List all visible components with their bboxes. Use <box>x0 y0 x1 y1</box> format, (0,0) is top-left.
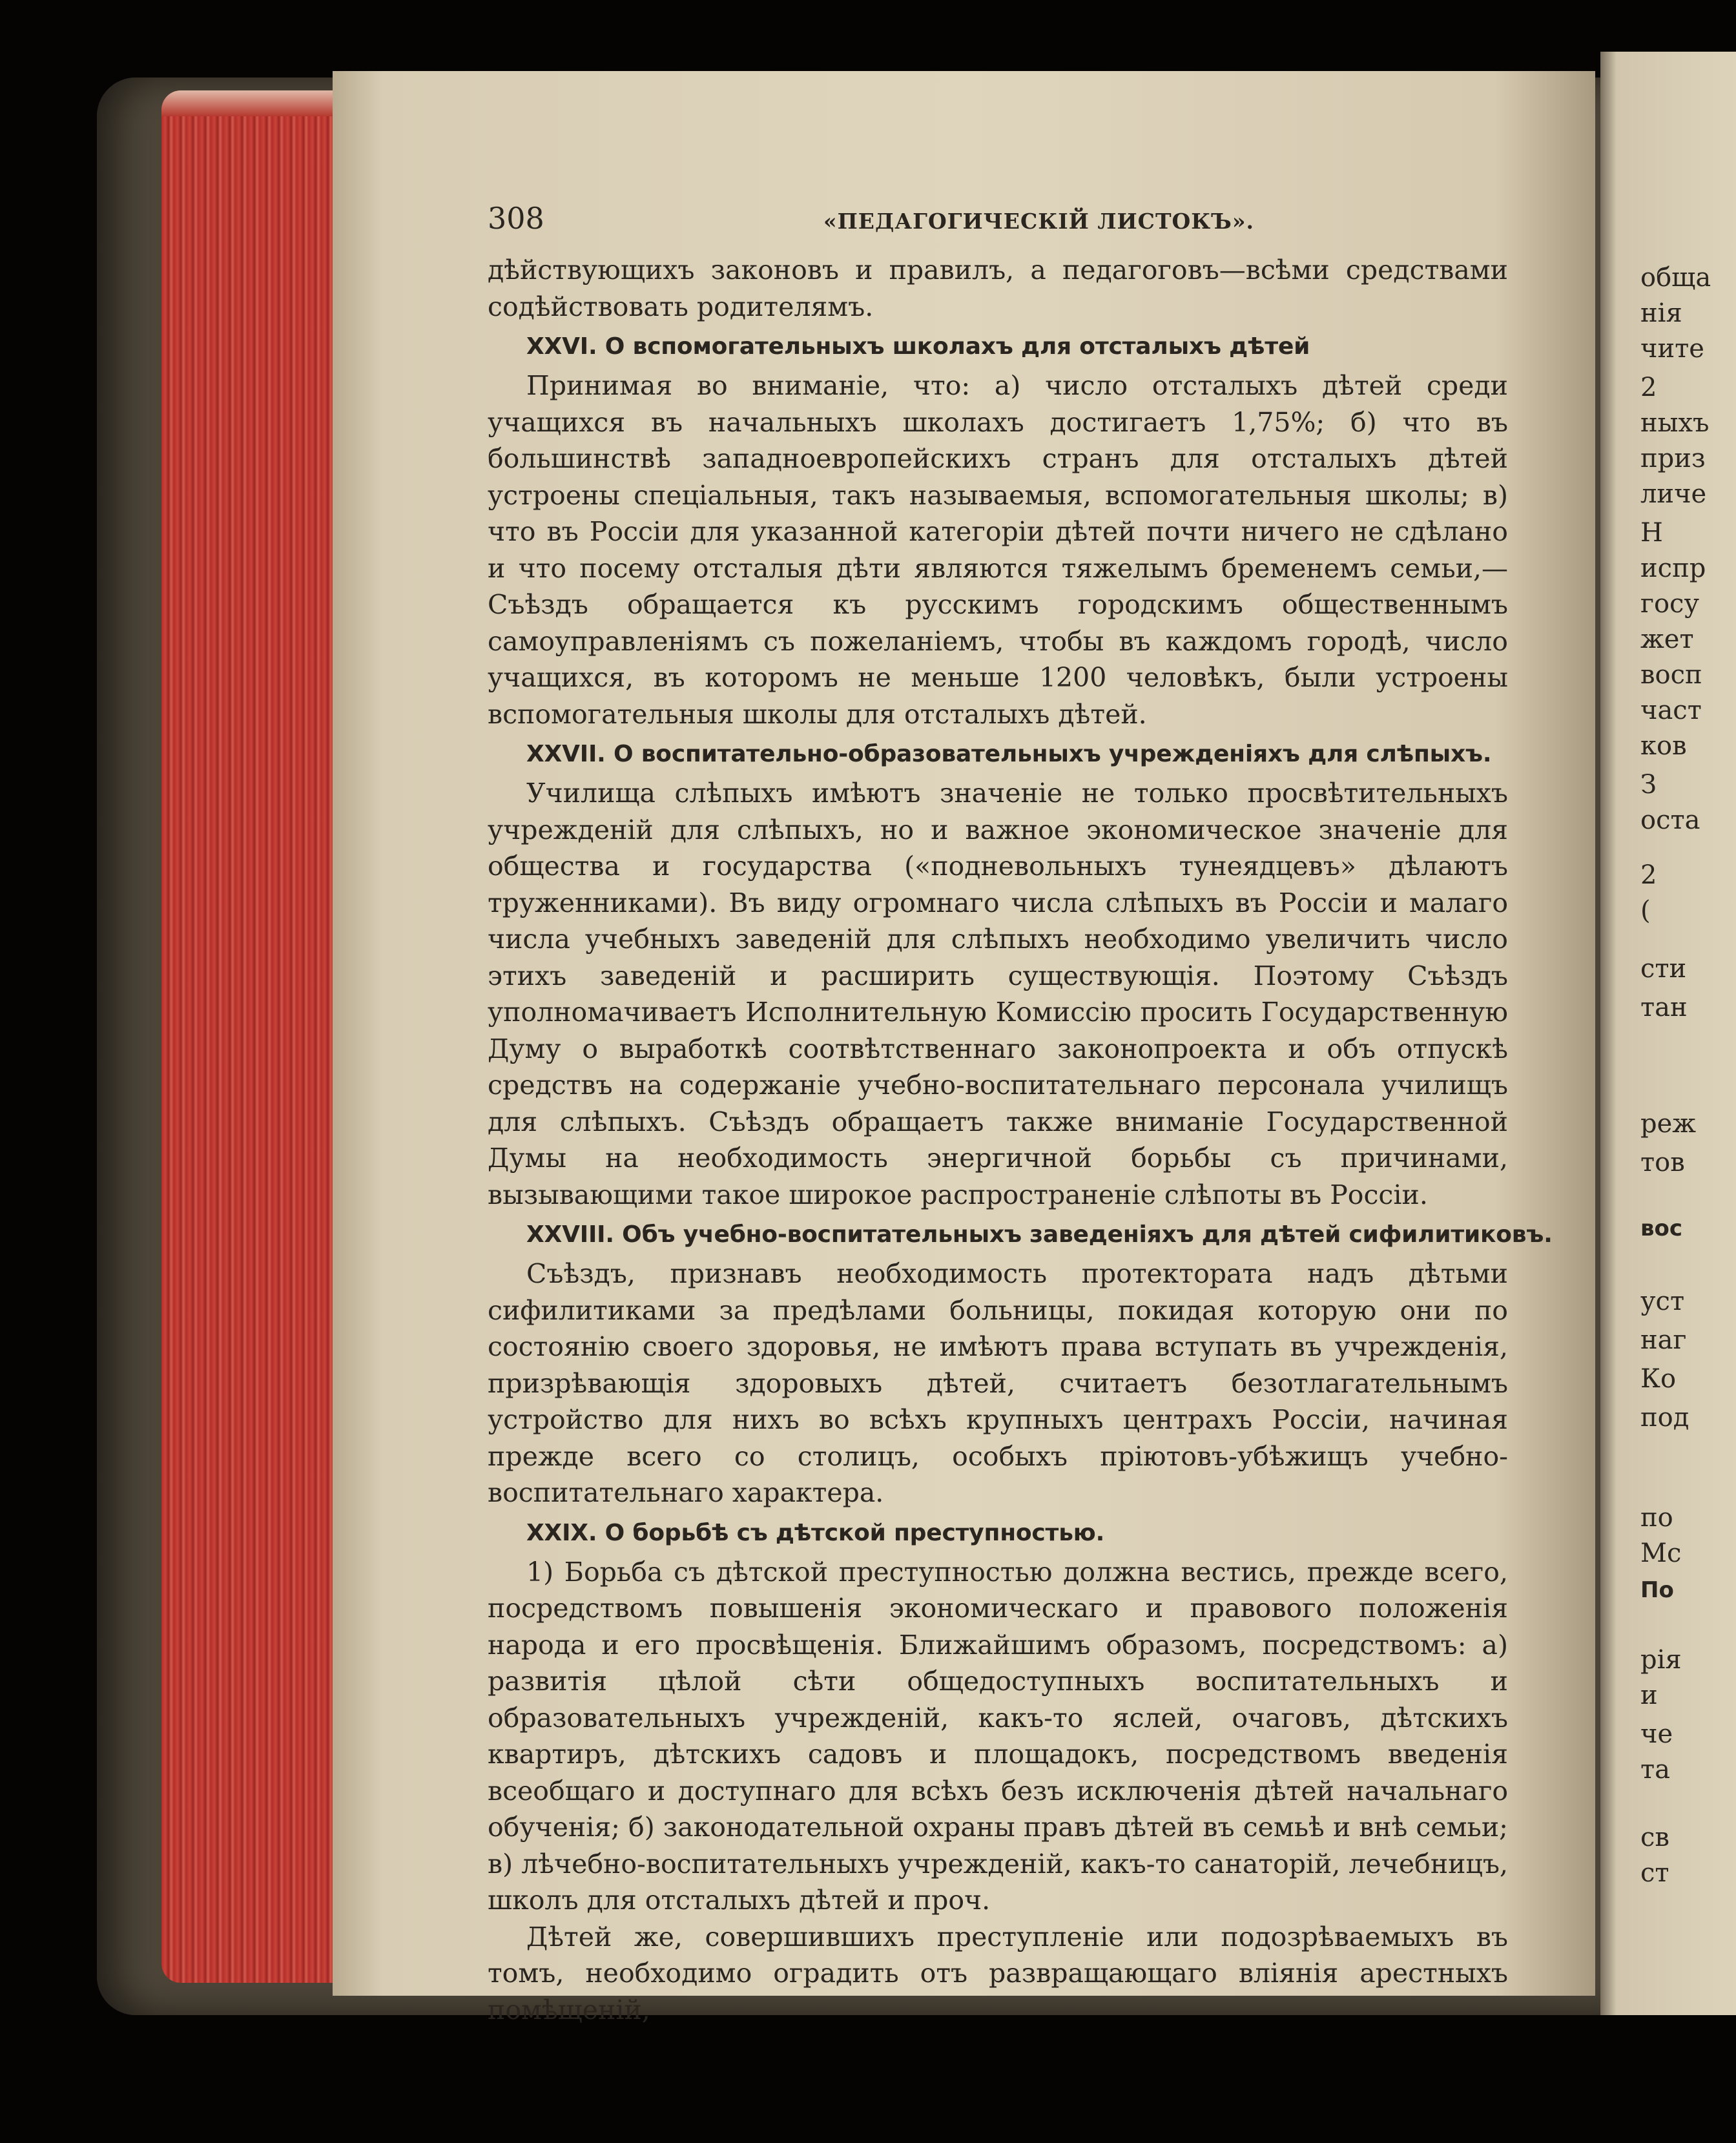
page-edges <box>161 90 342 1983</box>
next-page-line: З <box>1640 770 1657 800</box>
next-page-line: 2 <box>1640 860 1657 890</box>
section-heading: XXVII. О воспитательно-образовательныхъ учрежденіяхъ для слѣпыхъ. <box>526 741 1492 767</box>
next-page-line: чите <box>1640 334 1704 364</box>
next-page-line: тов <box>1640 1148 1685 1177</box>
next-page-line: по <box>1640 1503 1673 1533</box>
right-page-fragment <box>1600 52 1736 2015</box>
next-page-line: нія <box>1640 298 1682 328</box>
next-page-line: ст <box>1640 1858 1669 1888</box>
next-page-line: госу <box>1640 589 1699 619</box>
next-page-line: ныхъ <box>1640 408 1710 438</box>
page-text <box>488 194 1553 2028</box>
section-heading: XXIX. О борьбѣ съ дѣтской преступностью. <box>526 1519 1105 1546</box>
section-paragraph: Съѣздъ, признавъ необходимость протектората надъ дѣтьми сифилитиками за предѣлами больницы, покидая которую они по состоянію своего здоровья, не имѣютъ права вступать въ учрежденія, призрѣвающія здоровыхъ дѣтей, считаетъ безотлагательнымъ устройство для нихъ во всѣхъ крупныхъ центрахъ Россіи, начиная прежде всего со столицъ, особыхъ пріютовъ-убѣжищъ учебно-воспитательнаго характера. <box>488 1258 1508 1508</box>
section-heading: XXVIII. Объ учебно-воспитательныхъ заведеніяхъ для дѣтей сифилитиковъ. <box>526 1221 1553 1248</box>
next-page-line: восп <box>1640 660 1702 690</box>
next-page-line: и <box>1640 1681 1658 1710</box>
next-page-line: под <box>1640 1403 1690 1433</box>
opening-paragraph: дѣйствующихъ законовъ и правилъ, а педагоговъ—всѣми средствами содѣйствовать родителямъ. <box>488 254 1508 322</box>
section-paragraph: 1) Борьба съ дѣтской преступностью должна вестись, прежде всего, посредствомъ повышенія экономическаго и правового положенія народа и его просвѣщенія. Ближайшимъ образомъ, посредствомъ: а) развитія цѣлой сѣти общедоступныхъ воспитательныхъ и образовательныхъ учрежденій, какъ-то яслей, очаговъ, дѣтскихъ квартиръ, дѣтскихъ садовъ и площадокъ, посредствомъ введенія всеобщаго и доступнаго для всѣхъ безъ исключенія дѣтей начальнаго обученія; б) законодательной охраны правъ дѣтей въ семьѣ и внѣ семьи; в) лѣчебно-воспитательныхъ учрежденій, какъ-то санаторій, лечебницъ, школъ для отсталыхъ дѣтей и проч. <box>488 1556 1508 1916</box>
next-page-line: сти <box>1640 954 1687 984</box>
next-page-line: че <box>1640 1719 1673 1749</box>
next-page-line: уст <box>1640 1287 1685 1316</box>
next-page-line: част <box>1640 696 1702 725</box>
next-page-line: личе <box>1640 479 1707 509</box>
section-heading: XXVI. О вспомогательныхъ школахъ для отсталыхъ дѣтей <box>526 333 1310 360</box>
next-page-line: ( <box>1640 896 1651 926</box>
page-header <box>488 200 1508 252</box>
page-number: 308 <box>488 201 544 236</box>
next-page-line: жет <box>1640 625 1694 654</box>
next-page-line: тан <box>1640 993 1688 1022</box>
next-page-line: вос <box>1640 1216 1683 1241</box>
next-page-line: 2 <box>1640 373 1657 402</box>
next-page-line: приз <box>1640 444 1706 473</box>
next-page-line: та <box>1640 1755 1670 1785</box>
next-page-line: испр <box>1640 554 1706 583</box>
next-page-line: Мс <box>1640 1538 1682 1568</box>
next-page-line: ков <box>1640 731 1687 761</box>
next-page-line: реж <box>1640 1109 1697 1139</box>
section-paragraph: Принимая во вниманіе, что: а) число отсталыхъ дѣтей среди учащихся въ начальныхъ школахъ достигаетъ 1,75%; б) что въ большинствѣ западноевропейскихъ странъ для отсталыхъ дѣтей устроены спеціальныя, такъ называемыя, вспомогательныя школы; в) что въ Россіи для указанной категоріи дѣтей почти ничего не сдѣлано и что посему отсталыя дѣти являются тяжелымъ бременемъ семьи,—Съѣздъ обращается къ русскимъ городскимъ общественнымъ самоуправленіямъ съ пожеланіемъ, чтобы въ каждомъ городѣ, число учащихся, въ которомъ не меньше 1200 человѣкъ, были устроены вспомогательныя школы для отсталыхъ дѣтей. <box>488 370 1508 730</box>
section-paragraph: Дѣтей же, совершившихъ преступленіе или подозрѣваемыхъ въ томъ, необходимо оградить отъ развращающаго вліянія арестныхъ помѣщеній, <box>488 1921 1508 2025</box>
next-page-line: св <box>1640 1823 1669 1852</box>
next-page-line: наг <box>1640 1325 1687 1355</box>
next-page-line: обща <box>1640 263 1711 293</box>
next-page-line: По <box>1640 1577 1674 1603</box>
next-page-line: рія <box>1640 1645 1682 1675</box>
running-title: «ПЕДАГОГИЧЕСКІЙ ЛИСТОКЪ». <box>823 209 1254 234</box>
next-page-line: Ко <box>1640 1364 1677 1394</box>
next-page-line: Н <box>1640 518 1663 548</box>
next-page-line: оста <box>1640 805 1700 835</box>
section-paragraph: Училища слѣпыхъ имѣютъ значеніе не только просвѣтительныхъ учрежденій для слѣпыхъ, но и важное экономическое значеніе для общества и государства («подневольныхъ тунеядцевъ» дѣлаютъ труженниками). Въ виду огромнаго числа слѣпыхъ въ Россіи и малаго числа учебныхъ заведеній для слѣпыхъ необходимо увеличить число этихъ заведеній и расширить существующія. Поэтому Съѣздъ уполномачиваетъ Исполнительную Комиссію просить Государственную Думу о выработкѣ соотвѣтственнаго законопроекта и объ отпускѣ средствъ на содержаніе учебно-воспитательнаго персонала училищъ для слѣпыхъ. Съѣздъ обращаетъ также вниманіе Государственной Думы на необходимость энергичной борьбы съ причинами, вызывающими такое широкое распространеніе слѣпоты въ Россіи. <box>488 778 1508 1210</box>
